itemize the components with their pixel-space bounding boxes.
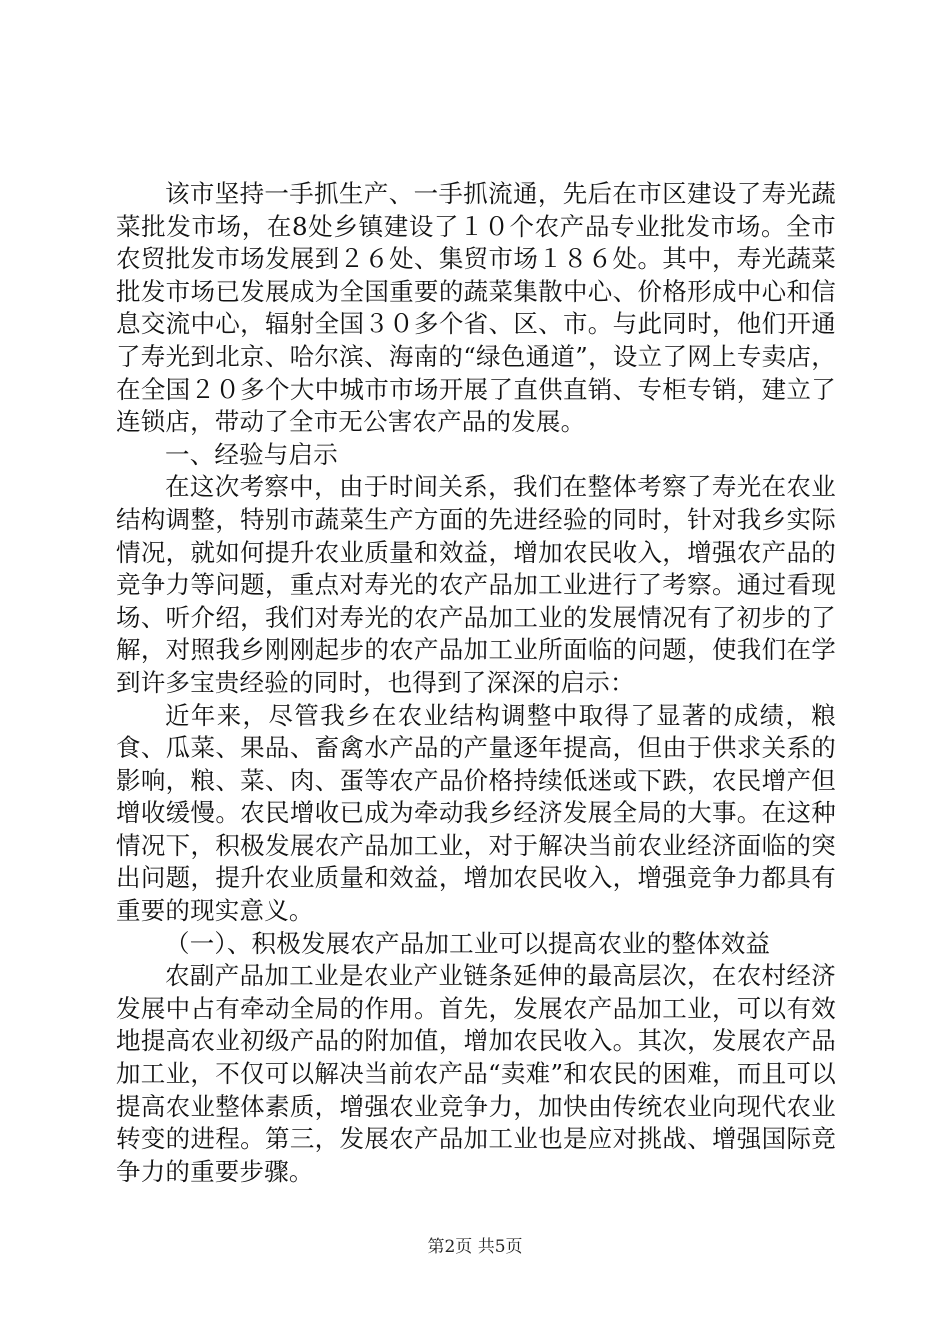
subsection-heading-processing: （一）、积极发展农产品加工业可以提高农业的整体效益 <box>165 928 771 958</box>
section-heading-experience: 一、经验与启示 <box>165 439 338 469</box>
page-number-footer: 第2页 共5页 <box>427 1237 523 1257</box>
document-body <box>116 178 836 1188</box>
paragraph-inspection: 在这次考察中，由于时间关系，我们在整体考察了寿光在农业结构调整，特别市蔬菜生产方面的先进经验的同时，针对我乡实际情况，就如何提升农业质量和效益，增加农民收入，增强农产品的竞争力等问题，重点对寿光的农产品加工业进行了考察。通过看现场、听介绍，我们对寿光的农产品加工业的发展情况有了初步的了解，对照我乡刚刚起步的农产品加工业所面临的问题，使我们在学到许多宝贵经验的同时，也得到了深深的启示： <box>116 472 836 697</box>
paragraph-processing-industry: 农副产品加工业是农业产业链条延伸的最高层次，在农村经济发展中占有牵动全局的作用。首先，发展农产品加工业，可以有效地提高农业初级产品的附加值，增加农民收入。其次，发展农产品加工业，不仅可以解决当前农产品“卖难”和农民的困难，而且可以提高农业整体素质，增强农业竞争力，加快由传统农业向现代农业转变的进程。第三，发展农产品加工业也是应对挑战、增强国际竞争力的重要步骤。 <box>116 961 836 1186</box>
paragraph-recent-years: 近年来，尽管我乡在农业结构调整中取得了显著的成绩，粮食、瓜菜、果品、畜禽水产品的产量逐年提高，但由于供求关系的影响，粮、菜、肉、蛋等农产品价格持续低迷或下跌，农民增产但增收缓慢。农民增收已成为牵动我乡经济发展全局的大事。在这种情况下，积极发展农产品加工业，对于解决当前农业经济面临的突出问题，提升农业质量和效益，增加农民收入，增强竞争力都具有重要的现实意义。 <box>116 700 836 926</box>
paragraph-market-construction: 该市坚持一手抓生产、一手抓流通，先后在市区建设了寿光蔬菜批发市场，在8处乡镇建设了１０个农产品专业批发市场。全市农贸批发市场发展到２６处、集贸市场１８６处。其中，寿光蔬菜批发市场已发展成为全国重要的蔬菜集散中心、价格形成中心和信息交流中心，辐射全国３０多个省、区、市。与此同时，他们开通了寿光到北京、哈尔滨、海南的“绿色通道”，设立了网上专卖店，在全国２０多个大中城市市场开展了直供直销、专柜专销，建立了连锁店，带动了全市无公害农产品的发展。 <box>116 179 836 437</box>
